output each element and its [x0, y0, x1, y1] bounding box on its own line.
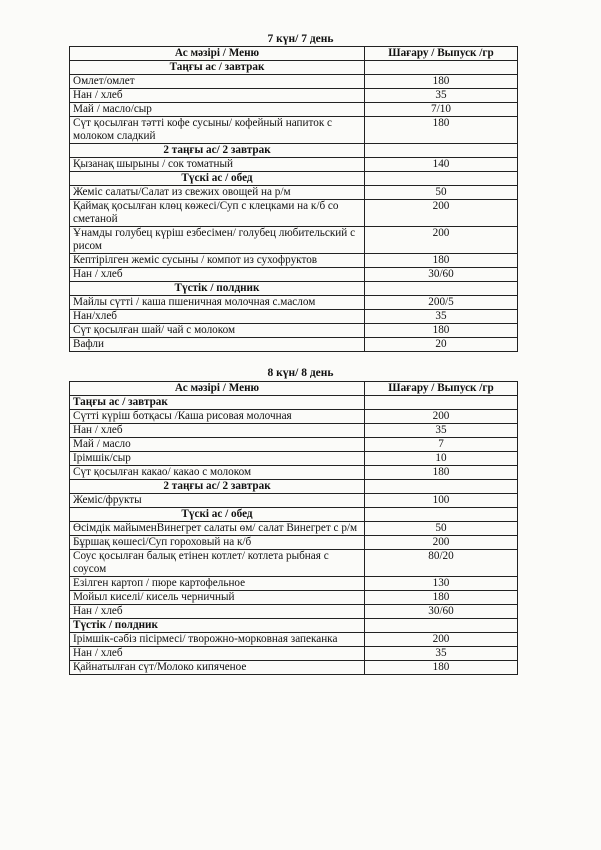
dish-output: 80/20: [365, 550, 518, 577]
table-row: [70, 424, 518, 438]
table-row: [70, 324, 518, 338]
dish-name: Бұршақ көшесі/Суп гороховый на к/б: [70, 536, 365, 550]
table-row: [70, 536, 518, 550]
dish-name: Езілген картоп / пюре картофельное: [70, 577, 365, 591]
dish-output: 50: [365, 186, 518, 200]
dish-output: 180: [365, 661, 518, 675]
dish-name: Нан/хлеб: [70, 310, 365, 324]
section-row: [70, 282, 518, 296]
dish-output: 200/5: [365, 296, 518, 310]
dish-output: 200: [365, 536, 518, 550]
dish-output: 130: [365, 577, 518, 591]
dish-name: Вафли: [70, 338, 365, 352]
dish-name: Қайнатылған сүт/Молоко кипяченое: [70, 661, 365, 675]
table-row: [70, 647, 518, 661]
dish-output: 35: [365, 424, 518, 438]
section-blank-cell: [365, 619, 518, 633]
dish-name: Өсімдік майыменВинегрет салаты өм/ салат Винегрет с р/м: [70, 522, 365, 536]
output-column-header: Шағару / Выпуск /гр: [365, 47, 518, 61]
section-title: 2 таңғы ас/ 2 завтрак: [70, 480, 365, 494]
dish-output: 180: [365, 254, 518, 268]
header-row: [70, 47, 518, 61]
dish-output: 180: [365, 591, 518, 605]
table-row: [70, 661, 518, 675]
dish-name: Сүт қосылған шай/ чай с молоком: [70, 324, 365, 338]
section-row: [70, 508, 518, 522]
output-column-header: Шағару / Выпуск /гр: [365, 382, 518, 396]
dish-output: 180: [365, 117, 518, 144]
dish-name: Майлы сүтті / каша пшеничная молочная с.маслом: [70, 296, 365, 310]
dish-name: Жеміс/фрукты: [70, 494, 365, 508]
table-row: [70, 522, 518, 536]
dish-output: 180: [365, 75, 518, 89]
dish-name: Нан / хлеб: [70, 647, 365, 661]
dish-name: Нан / хлеб: [70, 424, 365, 438]
table-row: [70, 89, 518, 103]
table-row: [70, 75, 518, 89]
dish-name: Май / масло: [70, 438, 365, 452]
table-row: [70, 633, 518, 647]
table-row: [70, 577, 518, 591]
header-row: [70, 382, 518, 396]
table-row: [70, 200, 518, 227]
dish-output: 35: [365, 647, 518, 661]
dish-name: Ірімшік/сыр: [70, 452, 365, 466]
section-title: Таңғы ас / завтрак: [70, 396, 365, 410]
section-row: [70, 61, 518, 75]
section-blank-cell: [365, 282, 518, 296]
section-row: [70, 172, 518, 186]
dish-output: 30/60: [365, 268, 518, 282]
dish-name: Мойыл киселі/ кисель черничный: [70, 591, 365, 605]
section-title: Түскі ас / обед: [70, 508, 365, 522]
dish-name: Қызанақ шырыны / сок томатный: [70, 158, 365, 172]
table-row: [70, 550, 518, 577]
dish-output: 20: [365, 338, 518, 352]
dish-output: 200: [365, 410, 518, 424]
day8-menu-table: [69, 381, 518, 675]
section-row: [70, 480, 518, 494]
dish-name: Қаймақ қосылған клөц көжесі/Суп с клецками на к/б со сметаной: [70, 200, 365, 227]
section-row: [70, 619, 518, 633]
dish-output: 200: [365, 227, 518, 254]
section-blank-cell: [365, 480, 518, 494]
dish-output: 200: [365, 633, 518, 647]
menu-column-header: Ас мәзірі / Меню: [70, 47, 365, 61]
dish-name: Нан / хлеб: [70, 89, 365, 103]
section-row: [70, 144, 518, 158]
table-row: [70, 452, 518, 466]
dish-name: Май / масло/сыр: [70, 103, 365, 117]
table-row: [70, 466, 518, 480]
table-row: [70, 605, 518, 619]
dish-output: 50: [365, 522, 518, 536]
section-blank-cell: [365, 172, 518, 186]
dish-output: 180: [365, 466, 518, 480]
dish-name: Сүт қосылған тәтті кофе сусыны/ кофейный напиток с молоком сладкий: [70, 117, 365, 144]
dish-output: 10: [365, 452, 518, 466]
dish-name: Сүтті күріш ботқасы /Каша рисовая молочная: [70, 410, 365, 424]
table-row: [70, 268, 518, 282]
dish-output: 200: [365, 200, 518, 227]
dish-output: 140: [365, 158, 518, 172]
table-row: [70, 103, 518, 117]
section-title: Түскі ас / обед: [70, 172, 365, 186]
section-blank-cell: [365, 144, 518, 158]
section-title: Түстік / полдник: [70, 619, 365, 633]
dish-name: Соус қосылған балық етінен котлет/ котлета рыбная с соусом: [70, 550, 365, 577]
dish-output: 7/10: [365, 103, 518, 117]
section-blank-cell: [365, 61, 518, 75]
dish-name: Кептірілген жеміс сусыны / компот из сухофруктов: [70, 254, 365, 268]
dish-output: 7: [365, 438, 518, 452]
dish-output: 35: [365, 310, 518, 324]
day8-title: 8 күн/ 8 день: [267, 367, 334, 379]
section-blank-cell: [365, 508, 518, 522]
table-row: [70, 591, 518, 605]
day7-title: 7 күн/ 7 день: [267, 33, 334, 45]
table-row: [70, 117, 518, 144]
dish-name: Жеміс салаты/Салат из свежих овощей на р/м: [70, 186, 365, 200]
dish-name: Ұнамды голубец күріш езбесімен/ голубец любительский с рисом: [70, 227, 365, 254]
dish-output: 35: [365, 89, 518, 103]
section-blank-cell: [365, 396, 518, 410]
table-row: [70, 227, 518, 254]
table-row: [70, 338, 518, 352]
dish-name: Ірімшік-сәбіз пісірмесі/ творожно-морковная запеканка: [70, 633, 365, 647]
dish-name: Нан / хлеб: [70, 268, 365, 282]
section-title: Таңғы ас / завтрак: [70, 61, 365, 75]
dish-name: Сүт қосылған какао/ какао с молоком: [70, 466, 365, 480]
day7-menu-table: [69, 46, 518, 352]
table-row: [70, 186, 518, 200]
table-row: [70, 310, 518, 324]
table-row: [70, 494, 518, 508]
table-row: [70, 158, 518, 172]
menu-column-header: Ас мәзірі / Меню: [70, 382, 365, 396]
dish-output: 100: [365, 494, 518, 508]
section-row: [70, 396, 518, 410]
table-row: [70, 438, 518, 452]
section-title: Түстік / полдник: [70, 282, 365, 296]
dish-name: Нан / хлеб: [70, 605, 365, 619]
section-title: 2 таңғы ас/ 2 завтрак: [70, 144, 365, 158]
table-row: [70, 254, 518, 268]
dish-name: Омлет/омлет: [70, 75, 365, 89]
table-row: [70, 296, 518, 310]
table-row: [70, 410, 518, 424]
dish-output: 30/60: [365, 605, 518, 619]
dish-output: 180: [365, 324, 518, 338]
